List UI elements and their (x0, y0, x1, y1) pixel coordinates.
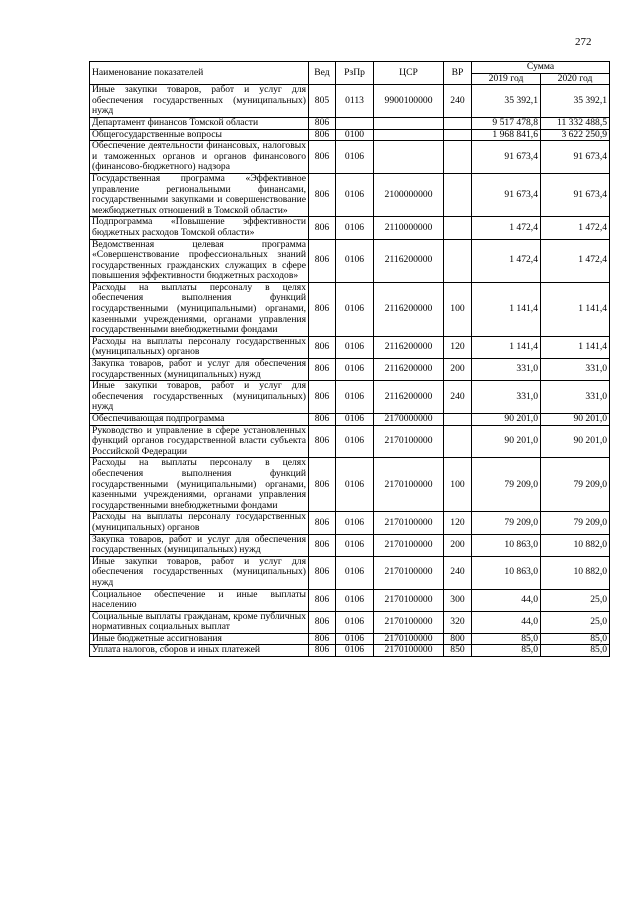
row-rzpr: 0106 (336, 359, 374, 381)
row-rzpr: 0106 (336, 633, 374, 645)
row-sum-2019: 1 472,4 (472, 239, 541, 282)
row-csr: 2170100000 (374, 645, 444, 657)
row-ved: 806 (309, 414, 336, 426)
row-csr: 2170100000 (374, 556, 444, 589)
row-name: Общегосударственные вопросы (90, 129, 309, 141)
row-ved: 805 (309, 85, 336, 118)
table-row (90, 414, 610, 426)
row-name: Иные бюджетные ассигнования (90, 633, 309, 645)
row-csr: 2170100000 (374, 534, 444, 556)
row-rzpr: 0106 (336, 425, 374, 458)
budget-table (89, 61, 610, 657)
row-csr: 2110000000 (374, 217, 444, 239)
row-sum-2020: 90 201,0 (541, 425, 610, 458)
row-ved: 806 (309, 381, 336, 414)
row-sum-2019: 44,0 (472, 589, 541, 611)
row-csr: 2170100000 (374, 458, 444, 512)
row-vr: 320 (444, 611, 472, 633)
header-sum: Сумма (472, 62, 610, 74)
header-ved: Вед (309, 62, 336, 85)
table-row (90, 458, 610, 512)
row-name: Расходы на выплаты персоналу государственных (муниципальных) органов (90, 336, 309, 358)
row-vr: 100 (444, 458, 472, 512)
row-csr: 2100000000 (374, 173, 444, 216)
row-vr (444, 425, 472, 458)
row-vr (444, 117, 472, 129)
row-sum-2019: 35 392,1 (472, 85, 541, 118)
table-row (90, 359, 610, 381)
row-ved: 806 (309, 645, 336, 657)
header-year-2019: 2019 год (472, 73, 541, 85)
row-sum-2020: 11 332 488,5 (541, 117, 610, 129)
row-sum-2020: 90 201,0 (541, 414, 610, 426)
row-sum-2020: 1 141,4 (541, 336, 610, 358)
row-sum-2019: 91 673,4 (472, 173, 541, 216)
row-sum-2019: 1 968 841,6 (472, 129, 541, 141)
row-sum-2019: 331,0 (472, 359, 541, 381)
row-name: Расходы на выплаты персоналу государственных (муниципальных) органов (90, 512, 309, 534)
row-csr: 2116200000 (374, 282, 444, 336)
row-sum-2020: 91 673,4 (541, 173, 610, 216)
row-vr: 200 (444, 359, 472, 381)
row-vr: 300 (444, 589, 472, 611)
row-ved: 806 (309, 217, 336, 239)
row-rzpr: 0106 (336, 645, 374, 657)
row-sum-2020: 79 209,0 (541, 458, 610, 512)
row-ved: 806 (309, 512, 336, 534)
row-ved: 806 (309, 336, 336, 358)
row-name: Закупка товаров, работ и услуг для обеспечения государственных (муниципальных) нужд (90, 534, 309, 556)
table-row (90, 217, 610, 239)
row-sum-2019: 10 863,0 (472, 534, 541, 556)
row-csr (374, 117, 444, 129)
row-ved: 806 (309, 141, 336, 174)
row-sum-2019: 79 209,0 (472, 512, 541, 534)
row-name: Расходы на выплаты персоналу в целях обеспечения выполнения функций государственными (муниципальными) органами, казенными учреждениями, органами управления государственными внебюджетными фондами (90, 458, 309, 512)
row-name: Руководство и управление в сфере установленных функций органов государственной власти субъекта Российской Федерации (90, 425, 309, 458)
row-sum-2019: 10 863,0 (472, 556, 541, 589)
table-row (90, 336, 610, 358)
header-vr: ВР (444, 62, 472, 85)
table-row (90, 173, 610, 216)
row-vr: 240 (444, 381, 472, 414)
row-sum-2019: 85,0 (472, 633, 541, 645)
row-name: Обеспечение деятельности финансовых, налоговых и таможенных органов и органов финансового (финансово-бюджетного) надзора (90, 141, 309, 174)
row-rzpr: 0106 (336, 282, 374, 336)
table-row (90, 425, 610, 458)
row-name: Социальные выплаты гражданам, кроме публичных нормативных социальных выплат (90, 611, 309, 633)
row-name: Государственная программа «Эффективное управление региональными финансами, государственными закупками и совершенствование межбюджетных отношений в Томской области» (90, 173, 309, 216)
row-sum-2019: 331,0 (472, 381, 541, 414)
row-ved: 806 (309, 239, 336, 282)
row-csr: 2116200000 (374, 359, 444, 381)
row-vr: 850 (444, 645, 472, 657)
row-ved: 806 (309, 633, 336, 645)
row-sum-2019: 1 141,4 (472, 336, 541, 358)
table-row (90, 589, 610, 611)
row-rzpr: 0106 (336, 381, 374, 414)
row-vr: 200 (444, 534, 472, 556)
table-row (90, 85, 610, 118)
row-name: Закупка товаров, работ и услуг для обеспечения государственных (муниципальных) нужд (90, 359, 309, 381)
row-sum-2020: 1 472,4 (541, 239, 610, 282)
row-csr: 2170100000 (374, 512, 444, 534)
table-row (90, 556, 610, 589)
row-vr (444, 217, 472, 239)
row-vr (444, 173, 472, 216)
row-sum-2019: 1 472,4 (472, 217, 541, 239)
row-name: Иные закупки товаров, работ и услуг для обеспечения государственных (муниципальных) нужд (90, 556, 309, 589)
table-row (90, 611, 610, 633)
row-ved: 806 (309, 556, 336, 589)
page-number: 272 (575, 36, 592, 48)
row-sum-2019: 90 201,0 (472, 425, 541, 458)
row-ved: 806 (309, 359, 336, 381)
row-sum-2020: 25,0 (541, 589, 610, 611)
row-sum-2020: 91 673,4 (541, 141, 610, 174)
table-row (90, 129, 610, 141)
row-sum-2020: 331,0 (541, 359, 610, 381)
row-vr (444, 239, 472, 282)
table-row (90, 282, 610, 336)
row-ved: 806 (309, 129, 336, 141)
row-sum-2020: 35 392,1 (541, 85, 610, 118)
row-sum-2020: 85,0 (541, 645, 610, 657)
row-csr: 9900100000 (374, 85, 444, 118)
row-vr: 120 (444, 512, 472, 534)
row-rzpr: 0106 (336, 414, 374, 426)
row-csr (374, 129, 444, 141)
header-year-2020: 2020 год (541, 73, 610, 85)
row-ved: 806 (309, 282, 336, 336)
row-rzpr: 0106 (336, 512, 374, 534)
row-rzpr: 0106 (336, 336, 374, 358)
row-csr: 2116200000 (374, 239, 444, 282)
row-rzpr: 0106 (336, 458, 374, 512)
row-ved: 806 (309, 117, 336, 129)
row-sum-2019: 79 209,0 (472, 458, 541, 512)
row-sum-2019: 90 201,0 (472, 414, 541, 426)
row-sum-2019: 85,0 (472, 645, 541, 657)
table-row (90, 633, 610, 645)
row-rzpr: 0106 (336, 589, 374, 611)
row-ved: 806 (309, 611, 336, 633)
table-row (90, 141, 610, 174)
row-ved: 806 (309, 458, 336, 512)
row-vr (444, 141, 472, 174)
row-ved: 806 (309, 173, 336, 216)
row-name: Департамент финансов Томской области (90, 117, 309, 129)
row-name: Уплата налогов, сборов и иных платежей (90, 645, 309, 657)
row-sum-2020: 1 141,4 (541, 282, 610, 336)
row-vr: 800 (444, 633, 472, 645)
row-sum-2020: 10 882,0 (541, 556, 610, 589)
row-sum-2020: 85,0 (541, 633, 610, 645)
row-sum-2020: 25,0 (541, 611, 610, 633)
row-sum-2020: 3 622 250,9 (541, 129, 610, 141)
row-sum-2019: 44,0 (472, 611, 541, 633)
table-row (90, 645, 610, 657)
row-name: Социальное обеспечение и иные выплаты населению (90, 589, 309, 611)
row-rzpr: 0106 (336, 534, 374, 556)
row-csr: 2170100000 (374, 611, 444, 633)
row-name: Иные закупки товаров, работ и услуг для обеспечения государственных (муниципальных) нужд (90, 85, 309, 118)
row-name: Ведомственная целевая программа «Совершенствование профессиональных знаний государственных гражданских служащих в сфере повышения эффективности бюджетных расходов» (90, 239, 309, 282)
table-row (90, 117, 610, 129)
header-rzpr: РзПр (336, 62, 374, 85)
header-csr: ЦСР (374, 62, 444, 85)
table-row (90, 512, 610, 534)
row-sum-2020: 331,0 (541, 381, 610, 414)
header-name: Наименование показателей (90, 62, 309, 85)
row-ved: 806 (309, 425, 336, 458)
row-sum-2019: 1 141,4 (472, 282, 541, 336)
row-sum-2019: 9 517 478,8 (472, 117, 541, 129)
row-csr: 2116200000 (374, 381, 444, 414)
row-rzpr: 0100 (336, 129, 374, 141)
row-sum-2020: 79 209,0 (541, 512, 610, 534)
row-rzpr: 0106 (336, 217, 374, 239)
row-sum-2019: 91 673,4 (472, 141, 541, 174)
row-csr: 2170100000 (374, 633, 444, 645)
row-name: Обеспечивающая подпрограмма (90, 414, 309, 426)
row-rzpr: 0106 (336, 141, 374, 174)
row-name: Подпрограмма «Повышение эффективности бюджетных расходов Томской области» (90, 217, 309, 239)
row-sum-2020: 10 882,0 (541, 534, 610, 556)
row-csr: 2170000000 (374, 414, 444, 426)
row-name: Иные закупки товаров, работ и услуг для обеспечения государственных (муниципальных) нужд (90, 381, 309, 414)
row-vr: 240 (444, 85, 472, 118)
row-csr: 2170100000 (374, 425, 444, 458)
row-csr: 2116200000 (374, 336, 444, 358)
row-rzpr: 0106 (336, 556, 374, 589)
row-vr: 120 (444, 336, 472, 358)
row-csr: 2170100000 (374, 589, 444, 611)
row-ved: 806 (309, 534, 336, 556)
row-ved: 806 (309, 589, 336, 611)
table-row (90, 381, 610, 414)
row-rzpr: 0106 (336, 611, 374, 633)
row-name: Расходы на выплаты персоналу в целях обеспечения выполнения функций государственными (муниципальными) органами, казенными учреждениями, органами управления государственными внебюджетными фондами (90, 282, 309, 336)
row-vr (444, 414, 472, 426)
table-row (90, 534, 610, 556)
row-vr: 100 (444, 282, 472, 336)
row-csr (374, 141, 444, 174)
row-rzpr (336, 117, 374, 129)
row-rzpr: 0106 (336, 239, 374, 282)
row-vr (444, 129, 472, 141)
row-rzpr: 0106 (336, 173, 374, 216)
table-row (90, 239, 610, 282)
row-rzpr: 0113 (336, 85, 374, 118)
row-vr: 240 (444, 556, 472, 589)
row-sum-2020: 1 472,4 (541, 217, 610, 239)
